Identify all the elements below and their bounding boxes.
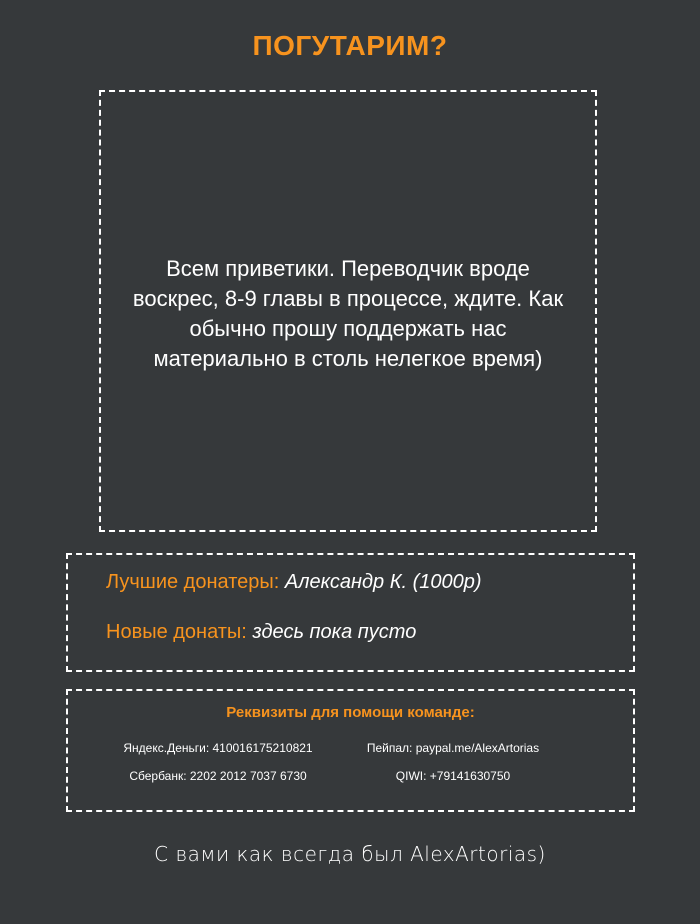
page-title: ПОГУТАРИМ? <box>252 30 448 61</box>
new-donations-label: Новые донаты: <box>106 621 247 643</box>
yandex-money-requisite: Яндекс.Деньги: 410016175210821 <box>123 741 313 755</box>
best-donors-line <box>106 571 482 594</box>
best-donors-value: Александр К. (1000р) <box>284 571 482 593</box>
message-box <box>99 90 597 532</box>
sberbank-requisite: Сбербанк: 2202 2012 7037 6730 <box>129 769 307 783</box>
best-donors-label: Лучшие донатеры: <box>106 571 280 593</box>
message-text: Всем приветики. Переводчик вроде воскрес, 8-9 главы в процессе, ждите. Как обычно прошу поддержать нас материально в столь нелегкое время) <box>132 256 564 371</box>
new-donations-line <box>106 621 416 644</box>
requisites-box <box>66 689 635 812</box>
signature: С вами как всегда был AlexArtorias) <box>154 842 546 866</box>
qiwi-requisite: QIWI: +79141630750 <box>395 769 511 783</box>
requisites-title: Реквизиты для помощи команде: <box>226 704 475 721</box>
paypal-requisite: Пейпал: paypal.me/AlexArtorias <box>366 741 540 755</box>
new-donations-value: здесь пока пусто <box>252 621 417 643</box>
donors-box <box>66 553 635 672</box>
